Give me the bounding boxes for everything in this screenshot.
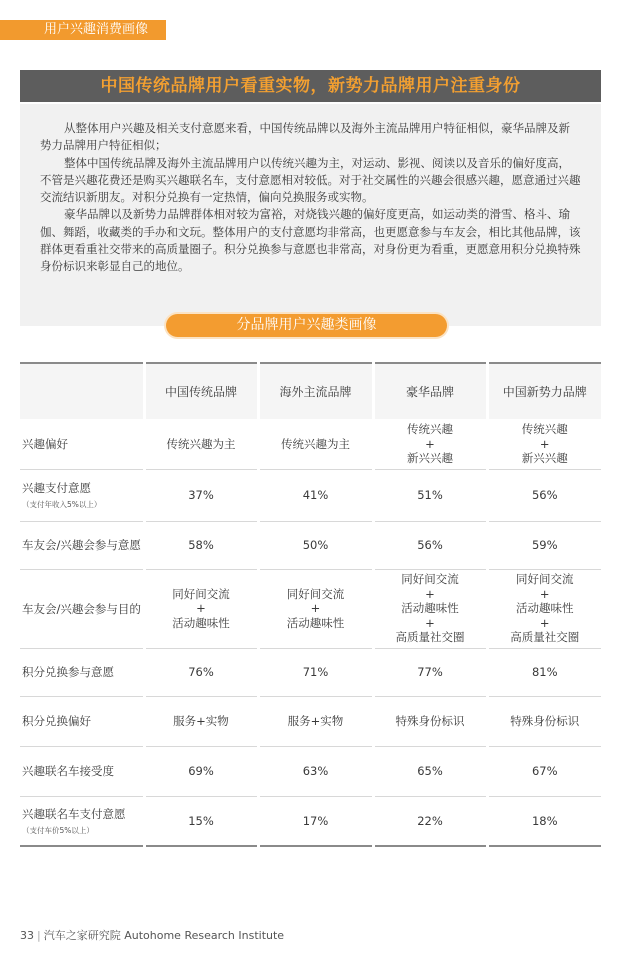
row-label-cell [20,419,144,469]
row-label-cell [20,746,144,796]
table-cell [487,419,601,469]
footer-org-en: Autohome Research Institute [124,929,285,942]
table-cell [487,696,601,746]
row-label: 车友会/兴趣会参与意愿 [22,538,141,552]
cell-text: 活动趣味性 [286,615,345,630]
cell-text: 高质量社交圈 [510,630,580,645]
table-cell [144,796,258,846]
table-cell [258,521,373,569]
cell-text: + [196,601,206,616]
cell-text: 传统兴趣 [521,422,568,436]
table-cell [487,796,601,846]
cell-text: 活动趣味性 [516,601,574,616]
cell-text: 50% [302,537,329,552]
table-row [20,796,601,846]
table-cell [144,521,258,569]
table-cell [373,569,487,648]
cell-text: + [425,436,435,451]
row-label: 兴趣偏好 [22,436,68,451]
cell-text: 58% [188,537,214,552]
table-cell [373,419,487,469]
cell-text: 56% [531,487,558,502]
table-cell [373,648,487,696]
table-cell [144,469,258,521]
cell-text: 37% [188,487,214,502]
cell-text: 77% [417,664,443,679]
cell-text: 17% [302,813,329,828]
cell-text: 59% [531,537,558,552]
row-label: 积分兑换偏好 [22,714,91,728]
section-tab: 用户兴趣消费画像 [0,20,166,40]
cell-text: 69% [188,763,214,778]
cell-text: 63% [302,763,329,778]
table-row [20,569,601,648]
table-cell [258,419,373,469]
footer-separator: | [37,929,41,942]
intro-paragraph-1: 从整体用户兴趣及相关支付意愿来看，中国传统品牌以及海外主流品牌用户特征相似，豪华品牌及新势力品牌用户特征相似； [40,121,570,153]
cell-text: 22% [417,813,443,828]
cell-text: 71% [302,664,329,679]
row-label-cell [20,521,144,569]
row-label-note: （支付年收入5%以上） [22,500,102,509]
page-footer [20,927,284,943]
cell-text: 特殊身份标识 [510,713,580,728]
table-cell [258,746,373,796]
row-label-cell [20,796,144,846]
table-cell [258,696,373,746]
cell-text: 特殊身份标识 [395,713,465,728]
cell-text: 同好间交流 [401,572,459,587]
intro-paragraph-2: 整体中国传统品牌及海外主流品牌用户以传统兴趣为主，对运动、影视、阅读以及音乐的偏好度高，不管是兴趣花费还是购买兴趣联名车，支付意愿相对较低。对于社交属性的兴趣会很感兴趣，愿意通过兴趣交流结识新朋友。对积分兑换有一定热情，偏向兑换服务或实物。 [40,155,581,205]
intro-paragraph-3: 豪华品牌以及新势力品牌群体相对较为富裕，对烧钱兴趣的偏好度更高，如运动类的滑雪、格斗、瑜伽、舞蹈，收藏类的手办和文玩。整体用户的支付意愿均非常高，也更愿意参与车友会，相比其他品牌，该群体更看重社交带来的高质量圈子。积分兑换参与意愿也非常高，对身份更为看重，更愿意用积分兑换特殊身份标识来彰显自己的地位。 [40,207,581,274]
row-label: 车友会/兴趣会参与目的 [22,601,141,616]
cell-text: 67% [531,763,558,778]
cell-text: + [539,615,550,630]
page-number: 33 [20,929,34,942]
row-label-cell [20,648,144,696]
table-cell [258,648,373,696]
cell-text: 新兴兴趣 [407,451,453,465]
table-cell [373,521,487,569]
table-header-row [20,363,601,419]
cell-text: 76% [188,664,214,679]
table-cell [487,569,601,648]
cell-text: 18% [531,813,558,828]
table-cell [144,419,258,469]
table-cell [373,746,487,796]
table-body [20,419,601,846]
cell-text: 56% [417,537,443,552]
column-header: 中国新势力品牌 [487,363,601,419]
table-row [20,648,601,696]
table-cell [258,796,373,846]
footer-org-cn: 汽车之家研究院 [43,929,121,942]
cell-text: 服务+实物 [287,713,344,728]
table-row [20,696,601,746]
table-cell [373,796,487,846]
table-corner-cell [20,363,144,419]
cell-text: 新兴兴趣 [521,451,568,465]
banner-title: 中国传统品牌用户看重实物，新势力品牌用户注重身份 [20,70,601,102]
table-title: 分品牌用户兴趣类画像 [166,314,447,337]
row-label-cell [20,569,144,648]
cell-text: + [539,436,550,451]
row-label: 积分兑换参与意愿 [22,665,114,679]
table-cell [487,746,601,796]
cell-text: + [310,601,321,616]
table-cell [373,696,487,746]
table-cell [144,696,258,746]
column-header: 中国传统品牌 [144,363,258,419]
table-cell [487,521,601,569]
row-label: 兴趣联名车支付意愿 [22,806,126,821]
cell-text: 活动趣味性 [172,615,230,630]
column-header: 海外主流品牌 [258,363,373,419]
row-label-note: （支付车价5%以上） [22,825,94,835]
intro-box [20,104,601,326]
table-cell [144,569,258,648]
cell-text: 41% [302,487,329,502]
table-cell [487,469,601,521]
table-row [20,521,601,569]
cell-text: 81% [531,664,558,679]
table-cell [144,746,258,796]
cell-text: 高质量社交圈 [395,630,465,645]
cell-text: 51% [417,487,443,502]
cell-text: 传统兴趣为主 [166,436,236,451]
row-label-cell [20,469,144,521]
cell-text: 服务+实物 [173,713,229,728]
row-label: 兴趣联名车接受度 [22,764,114,778]
row-label-cell [20,696,144,746]
table-cell [487,648,601,696]
table-row [20,469,601,521]
table-row [20,419,601,469]
cell-text: 65% [417,763,443,778]
cell-text: + [425,615,435,630]
table-cell [373,469,487,521]
table-row [20,746,601,796]
cell-text: 同好间交流 [516,572,574,587]
cell-text: 传统兴趣为主 [281,436,350,451]
cell-text: + [425,586,435,601]
cell-text: + [539,586,550,601]
cell-text: 15% [188,813,214,828]
row-label: 兴趣支付意愿 [22,481,91,495]
table-cell [258,569,373,648]
column-header: 豪华品牌 [373,363,487,419]
table-cell [258,469,373,521]
cell-text: 活动趣味性 [401,601,459,616]
table-cell [144,648,258,696]
cell-text: 同好间交流 [286,586,345,601]
cell-text: 传统兴趣 [407,422,453,436]
brand-interest-table [20,362,601,847]
cell-text: 同好间交流 [172,586,230,601]
